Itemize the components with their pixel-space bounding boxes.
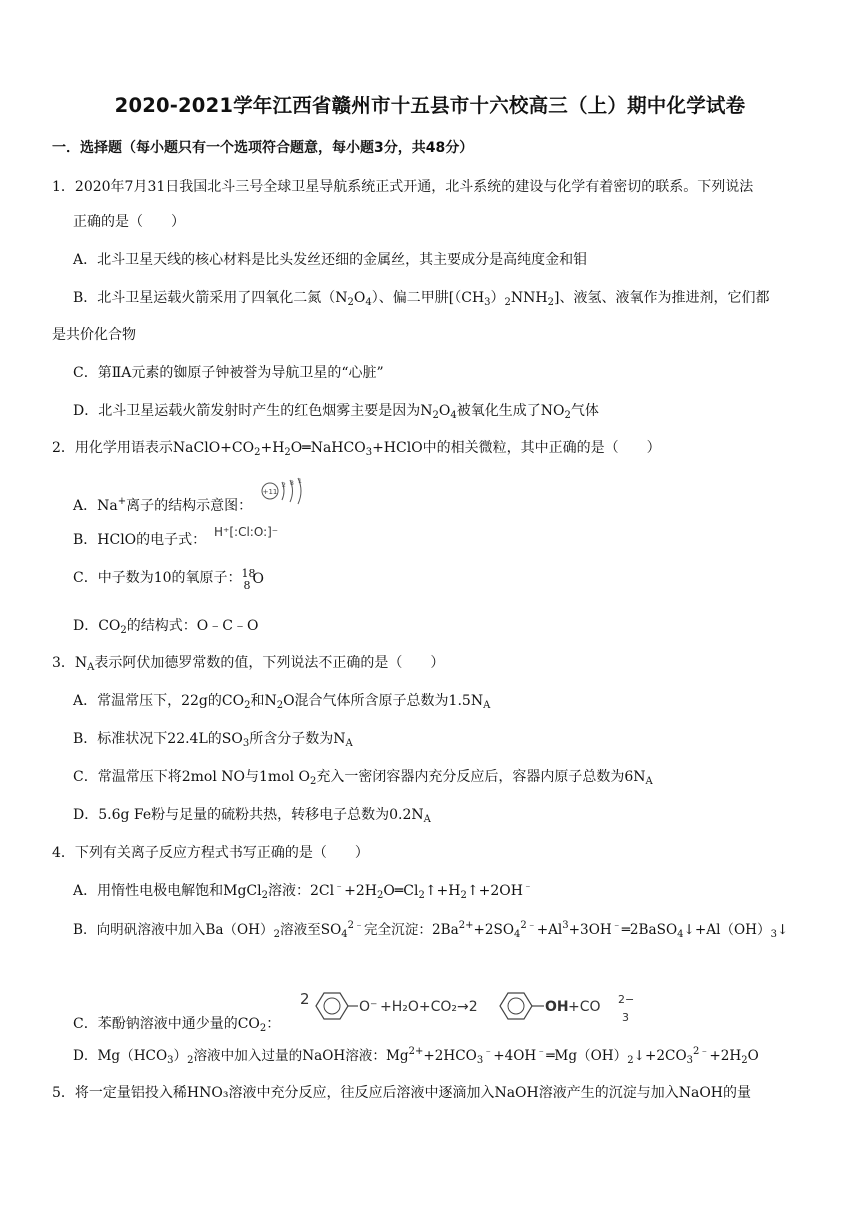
q4-c-part: C．苯酚钠溶液中通少量的CO: [73, 1016, 260, 1032]
q1-option-a: A．北斗卫星天线的核心材料是比头发丝还细的金属丝，其主要成分是高纯度金和钼: [73, 252, 588, 268]
q3-c-sub: A: [645, 776, 653, 787]
element-symbol: O: [252, 571, 265, 587]
q2-stem-part: +HClO中的相关微粒，其中正确的是（ ）: [372, 440, 661, 456]
q1-d-sub: 4: [450, 410, 457, 421]
q5-stem: 5．将一定量铝投入稀HNO₃溶液中充分反应，往反应后溶液中逐滴加入NaOH溶液产生的沉淀与加入NaOH的量: [52, 1085, 752, 1101]
q1-b-sub: 2: [547, 297, 555, 308]
q4-d-sub: 3: [686, 1055, 693, 1066]
q4-b-part: B．向明矾溶液中加入Ba（OH）: [73, 922, 274, 938]
q2-d-part: D．CO: [73, 618, 121, 634]
q3-b-sub: A: [345, 738, 353, 749]
carbonate-label: +CO: [568, 999, 601, 1015]
benzene-ring-icon: [500, 993, 532, 1019]
q2-a-part: 离子的结构示意图：: [126, 498, 253, 514]
q4-a-sub: 2: [418, 890, 425, 901]
q4-b-sub: 4: [677, 929, 684, 940]
q4-b-sup: 3: [562, 920, 569, 931]
q2-option-a: [73, 496, 252, 516]
q1-b-part: O: [353, 290, 366, 306]
q1-d-part: D．北斗卫星运载火箭发射时产生的红色烟雾主要是因为N: [73, 403, 433, 419]
q1-b-sub: 2: [347, 297, 354, 308]
q1-b-part: ]、液氢、液氧作为推进剂，它们都: [554, 290, 770, 306]
phenolate-ion-label: O⁻: [359, 999, 378, 1015]
q3-a-part: A．常温常压下，22g的CO: [73, 693, 245, 709]
q4-d-part: ）: [173, 1048, 188, 1064]
q4-d-sup: ﹣: [536, 1046, 547, 1057]
eq-coefficient: 2: [300, 990, 310, 1008]
q4-b-part: ↓: [776, 922, 789, 938]
q3-a-sub: 2: [244, 700, 251, 711]
q4-b-part: +3OH: [568, 922, 612, 938]
q3-option-b: [73, 729, 353, 749]
q2-c-label: C．中子数为10的氧原子：: [73, 570, 242, 586]
q4-d-sup: 2﹣: [692, 1046, 710, 1057]
q4-a-part: A．用惰性电极电解饱和MgCl: [73, 883, 262, 899]
q3-c-part: C．常温常压下将2mol NO与1mol O: [73, 769, 310, 785]
q1-option-d: [73, 401, 599, 421]
q4-option-c: [73, 1014, 280, 1034]
q4-d-part: O: [747, 1048, 759, 1064]
q1-option-b: [73, 288, 769, 308]
q4-option-a: [73, 881, 533, 901]
shell-count-1: 2: [282, 482, 286, 489]
q4-d-part: ↓+2CO: [633, 1048, 687, 1064]
q1-b-sub: 2: [504, 297, 511, 308]
eq-middle: +H₂O+CO₂→2: [380, 999, 478, 1015]
q4-d-part: +4OH: [493, 1048, 537, 1064]
q1-b-part: ）: [490, 290, 505, 306]
benzene-ring-inner: [508, 998, 524, 1014]
q4-b-part: +Al: [536, 922, 563, 938]
q1-b-part: B．北斗卫星运载火箭采用了四氧化二氮（N: [73, 290, 348, 306]
q1-stem-line1: 1．2020年7月31日我国北斗三号全球卫星导航系统正式开通，北斗系统的建设与化学有着密切的联系。下列说法: [52, 179, 754, 195]
q3-b-sub: 3: [242, 738, 250, 749]
sodium-ion-structure-diagram: [258, 474, 308, 508]
q3-a-sub: 2: [276, 700, 284, 711]
q4-d-part: D．Mg（HCO: [73, 1048, 168, 1064]
oxygen-nuclide-symbol: [241, 567, 265, 592]
q2-stem-sub: 2: [284, 447, 291, 458]
q2-stem-sub: 3: [365, 447, 373, 458]
atomic-number: 8: [243, 579, 251, 592]
q2-a-part: A．Na: [73, 498, 118, 514]
q3-option-a: [73, 691, 490, 711]
q3-a-part: 和N: [250, 693, 277, 709]
q1-option-b-line2: 是共价化合物: [52, 327, 136, 343]
carbonate-charge: 2−: [618, 993, 635, 1006]
q3-option-d: [73, 805, 431, 825]
q2-d-sub: 2: [120, 625, 127, 636]
q3-b-part: B．标准状况下22.4L的SO: [73, 731, 243, 747]
q4-b-part: +2SO: [473, 922, 514, 938]
q1-d-part: O: [438, 403, 451, 419]
q4-b-sup: 2﹣: [520, 920, 537, 931]
q3-a-part: O混合气体所含原子总数为1.5N: [283, 693, 484, 709]
q3-stem-part: 3．N: [52, 655, 88, 671]
q4-c-sub: 2: [259, 1023, 267, 1034]
q4-a-sub: 2: [376, 890, 384, 901]
q4-d-sub: 2: [627, 1055, 634, 1066]
q4-b-part: ↓+Al（OH）: [683, 922, 771, 938]
q4-a-part: +2H: [344, 883, 377, 899]
q3-c-part: 充入一密闭容器内充分反应后，容器内原子总数为6N: [316, 769, 646, 785]
q4-d-sup: ﹣: [483, 1046, 494, 1057]
q4-b-sub: 3: [770, 929, 777, 940]
q1-d-part: 气体: [570, 403, 599, 419]
q1-d-sub: 2: [432, 410, 439, 421]
q4-b-sub: 4: [341, 929, 348, 940]
q3-c-sub: 2: [310, 776, 317, 787]
q1-stem-line2: 正确的是（ ）: [73, 214, 185, 230]
q4-c-part: ：: [266, 1016, 281, 1032]
shell-count-2: 8: [290, 480, 294, 487]
benzene-ring-inner: [324, 998, 340, 1014]
q2-stem-part: O═NaHCO: [290, 440, 366, 456]
q3-stem-part: 表示阿伏加德罗常数的值，下列说法不正确的是（ ）: [94, 655, 445, 671]
q3-stem-sub: A: [87, 662, 95, 673]
phenolate-reaction-graphic: [310, 986, 660, 1026]
q4-a-part: O═Cl: [383, 883, 419, 899]
q4-d-sub: 2: [741, 1055, 748, 1066]
q3-b-part: 所含分子数为N: [249, 731, 346, 747]
q4-b-part: ═2BaSO: [621, 922, 678, 938]
q1-d-sub: 2: [564, 410, 571, 421]
q2-d-part: 的结构式：O﹣C﹣O: [126, 618, 259, 634]
q2-stem: [52, 438, 661, 458]
q4-a-sup: ﹣: [522, 881, 533, 892]
q4-b-sub: 2: [273, 929, 280, 940]
q4-d-part: +2H: [709, 1048, 742, 1064]
q4-stem: 4．下列有关离子反应方程式书写正确的是（ ）: [52, 845, 369, 861]
q2-option-b: [73, 530, 206, 550]
q2-stem-part: 2．用化学用语表示NaClO+CO: [52, 440, 255, 456]
hydroxyl-label: OH: [545, 999, 569, 1015]
q4-b-sup: 2+: [458, 920, 474, 931]
q2-option-d: [73, 616, 258, 636]
q1-b-part: NNH: [510, 290, 548, 306]
q4-b-part: 溶液至SO: [280, 922, 342, 938]
q4-d-sub: 3: [476, 1055, 484, 1066]
q4-a-sup: ﹣: [334, 881, 345, 892]
q2-stem-part: +H: [260, 440, 285, 456]
q4-d-sub: 3: [167, 1055, 174, 1066]
q4-d-part: ═Mg（OH）: [546, 1048, 628, 1064]
q2-a-sup: +: [117, 496, 127, 507]
q1-d-part: 被氧化生成了NO: [456, 403, 565, 419]
carbonate-subscript: 3: [622, 1011, 629, 1024]
q4-option-b: [73, 920, 788, 940]
hclo-electron-formula: H⁺[:Cl:O:]⁻: [214, 525, 279, 539]
q4-a-sub: 2: [460, 890, 467, 901]
q4-d-sub: 2: [187, 1055, 194, 1066]
q4-b-sup: 2﹣: [347, 920, 364, 931]
q2-option-c: [73, 567, 265, 592]
q2-stem-sub: 2: [254, 447, 261, 458]
q4-d-part: +2HCO: [423, 1048, 477, 1064]
q1-b-part: ）、偏二甲肼[（CH: [371, 290, 485, 306]
phenolate-reaction-equation: [300, 990, 310, 1008]
q3-a-sub: A: [483, 700, 491, 711]
q4-option-d: [73, 1046, 759, 1066]
q4-a-part: ↑+H: [424, 883, 461, 899]
q3-stem: [52, 653, 444, 673]
q3-d-part: D．5.6g Fe粉与足量的硫粉共热，转移电子总数为0.2N: [73, 807, 424, 823]
q4-b-part: 完全沉淀：2Ba: [364, 922, 459, 938]
section-heading: 一．选择题（每小题只有一个选项符合题意，每小题3分，共48分）: [52, 140, 474, 156]
q3-d-sub: A: [423, 814, 431, 825]
q2-b-label: B．HClO的电子式：: [73, 532, 207, 548]
q1-b-sub: 4: [365, 297, 372, 308]
q4-a-sub: 2: [261, 890, 268, 901]
nucleus-label: +11: [262, 488, 278, 496]
shell-count-3: 1: [298, 478, 302, 485]
q4-d-sup: 2+: [408, 1046, 424, 1057]
q3-option-c: [73, 767, 653, 787]
q1-b-sub: 3: [484, 297, 491, 308]
q1-option-c: C．第ⅡA元素的铷原子钟被誉为导航卫星的“心脏”: [73, 365, 384, 381]
q4-b-sub: 4: [513, 929, 521, 940]
page-title: 2020-2021学年江西省赣州市十五县市十六校高三（上）期中化学试卷: [114, 94, 746, 117]
q4-a-part: 溶液：2Cl: [267, 883, 335, 899]
q4-b-sup: ﹣: [611, 920, 622, 931]
mass-number: 18: [241, 567, 256, 580]
q4-a-part: ↑+2OH: [466, 883, 523, 899]
q4-d-part: 溶液中加入过量的NaOH溶液：Mg: [193, 1048, 409, 1064]
benzene-ring-icon: [316, 993, 348, 1019]
